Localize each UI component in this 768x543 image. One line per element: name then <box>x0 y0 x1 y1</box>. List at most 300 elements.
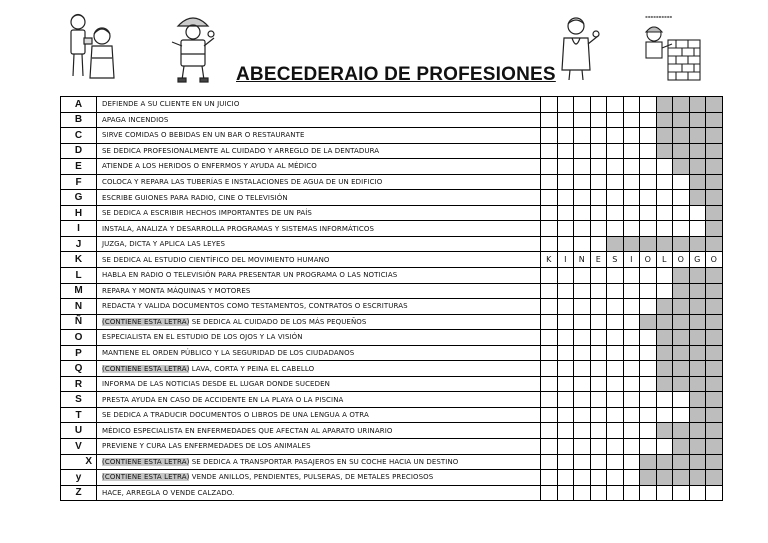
answer-box[interactable] <box>607 376 624 392</box>
answer-box[interactable] <box>541 190 558 206</box>
answer-box[interactable]: O <box>706 252 723 268</box>
answer-box[interactable] <box>706 485 723 501</box>
row-letter: X <box>61 454 97 470</box>
answer-box[interactable] <box>541 439 558 455</box>
clue-text: SE DEDICA AL ESTUDIO CIENTÍFICO DEL MOVIMIENTO HUMANO <box>102 255 330 264</box>
answer-box[interactable] <box>541 392 558 408</box>
answer-box[interactable] <box>590 268 607 284</box>
answer-box[interactable] <box>557 159 574 175</box>
table-row <box>61 454 723 470</box>
answer-box[interactable] <box>541 485 558 501</box>
answer-box[interactable] <box>640 205 657 221</box>
answer-box[interactable] <box>541 268 558 284</box>
answer-box[interactable] <box>623 330 640 346</box>
shaded-box <box>689 376 706 392</box>
table-row <box>61 345 723 361</box>
answer-box[interactable] <box>689 221 706 237</box>
answer-box[interactable] <box>607 159 624 175</box>
answer-box[interactable] <box>541 205 558 221</box>
answer-box[interactable] <box>607 345 624 361</box>
answer-box[interactable] <box>656 485 673 501</box>
answer-box[interactable] <box>590 439 607 455</box>
answer-box[interactable] <box>574 159 591 175</box>
answer-box[interactable] <box>607 392 624 408</box>
clue-text: COLOCA Y REPARA LAS TUBERÍAS E INSTALACIONES DE AGUA DE UN EDIFICIO <box>102 178 383 186</box>
clue-text: SE DEDICA A ESCRIBIR HECHOS IMPORTANTES DE UN PAÍS <box>102 209 312 218</box>
answer-box[interactable] <box>673 205 690 221</box>
answer-box[interactable] <box>557 361 574 377</box>
answer-box[interactable] <box>640 330 657 346</box>
shaded-box <box>656 454 673 470</box>
answer-box[interactable] <box>623 345 640 361</box>
answer-box[interactable] <box>640 299 657 315</box>
shaded-box <box>706 190 723 206</box>
answer-box[interactable] <box>574 376 591 392</box>
answer-box[interactable] <box>590 376 607 392</box>
answer-box[interactable] <box>673 407 690 423</box>
answer-box[interactable] <box>574 283 591 299</box>
shaded-box <box>673 112 690 128</box>
answer-box[interactable] <box>623 392 640 408</box>
answer-box[interactable] <box>607 330 624 346</box>
shaded-box <box>706 361 723 377</box>
contains-letter-note: (CONTIENE ESTA LETRA) <box>102 364 190 373</box>
lawyer-and-client-illustration <box>64 10 118 82</box>
answer-box[interactable] <box>656 407 673 423</box>
clue-text: VENDE ANILLOS, PENDIENTES, PULSERAS, DE METALES PRECIOSOS <box>189 473 434 482</box>
shaded-box <box>673 423 690 439</box>
answer-box[interactable] <box>640 485 657 501</box>
row-clue <box>97 330 541 346</box>
row-letter: G <box>61 190 97 206</box>
shaded-box <box>689 143 706 159</box>
answer-box[interactable] <box>623 112 640 128</box>
clue-text: INFORMA DE LAS NOTICIAS DESDE EL LUGAR DONDE SUCEDEN <box>102 380 330 389</box>
shaded-box <box>689 128 706 144</box>
row-clue <box>97 252 541 268</box>
answer-box[interactable] <box>623 205 640 221</box>
answer-box[interactable] <box>590 190 607 206</box>
answer-box[interactable]: I <box>557 252 574 268</box>
answer-box[interactable] <box>640 128 657 144</box>
answer-box[interactable] <box>541 376 558 392</box>
answer-box[interactable] <box>574 454 591 470</box>
answer-box[interactable]: L <box>656 252 673 268</box>
answer-box[interactable] <box>623 283 640 299</box>
answer-box[interactable] <box>623 174 640 190</box>
answer-box[interactable] <box>640 407 657 423</box>
answer-box[interactable] <box>557 268 574 284</box>
row-letter: R <box>61 376 97 392</box>
shaded-box <box>689 314 706 330</box>
row-clue <box>97 221 541 237</box>
row-letter: I <box>61 221 97 237</box>
answer-box[interactable] <box>541 143 558 159</box>
answer-box[interactable] <box>541 283 558 299</box>
answer-box[interactable] <box>656 268 673 284</box>
answer-box[interactable] <box>590 97 607 113</box>
answer-box[interactable] <box>574 439 591 455</box>
answer-box[interactable]: G <box>689 252 706 268</box>
answer-box[interactable] <box>574 299 591 315</box>
answer-box[interactable] <box>623 470 640 486</box>
answer-box[interactable] <box>557 423 574 439</box>
answer-box[interactable] <box>607 190 624 206</box>
answer-box[interactable] <box>607 174 624 190</box>
answer-box[interactable] <box>623 407 640 423</box>
answer-box[interactable]: O <box>673 252 690 268</box>
answer-box[interactable] <box>590 423 607 439</box>
answer-box[interactable] <box>640 190 657 206</box>
answer-box[interactable] <box>607 423 624 439</box>
answer-box[interactable]: I <box>623 252 640 268</box>
answer-box[interactable] <box>574 345 591 361</box>
table-row <box>61 330 723 346</box>
shaded-box <box>689 454 706 470</box>
answer-box[interactable] <box>557 392 574 408</box>
answer-box[interactable] <box>541 423 558 439</box>
row-letter: D <box>61 143 97 159</box>
answer-box[interactable] <box>656 439 673 455</box>
answer-box[interactable] <box>590 392 607 408</box>
answer-box[interactable] <box>623 439 640 455</box>
answer-box[interactable] <box>590 454 607 470</box>
answer-box[interactable] <box>541 330 558 346</box>
answer-box[interactable] <box>590 283 607 299</box>
row-letter: O <box>61 330 97 346</box>
answer-box[interactable] <box>607 470 624 486</box>
shaded-box <box>640 314 657 330</box>
clue-text: ESPECIALISTA EN EL ESTUDIO DE LOS OJOS Y LA VISIÓN <box>102 333 303 342</box>
answer-box[interactable] <box>574 485 591 501</box>
table-row <box>61 97 723 113</box>
shaded-box <box>673 283 690 299</box>
shaded-box <box>673 470 690 486</box>
answer-box[interactable] <box>623 485 640 501</box>
answer-box[interactable] <box>590 236 607 252</box>
answer-box[interactable] <box>574 236 591 252</box>
table-row <box>61 439 723 455</box>
shaded-box <box>706 221 723 237</box>
answer-box[interactable]: S <box>607 252 624 268</box>
shaded-box <box>689 330 706 346</box>
row-letter: H <box>61 205 97 221</box>
shaded-box <box>706 112 723 128</box>
answer-box[interactable] <box>541 361 558 377</box>
doctor-illustration <box>558 14 600 82</box>
answer-box[interactable] <box>557 407 574 423</box>
table-row <box>61 407 723 423</box>
answer-box[interactable] <box>557 314 574 330</box>
answer-box[interactable] <box>656 283 673 299</box>
answer-box[interactable] <box>689 205 706 221</box>
answer-box[interactable]: O <box>640 252 657 268</box>
shaded-box <box>623 236 640 252</box>
answer-box[interactable] <box>574 407 591 423</box>
answer-box[interactable] <box>574 174 591 190</box>
table-row <box>61 314 723 330</box>
shaded-box <box>673 439 690 455</box>
answer-box[interactable] <box>640 112 657 128</box>
answer-box[interactable] <box>607 299 624 315</box>
shaded-box <box>689 439 706 455</box>
answer-box[interactable] <box>673 221 690 237</box>
shaded-box <box>656 345 673 361</box>
answer-box[interactable]: K <box>541 252 558 268</box>
row-letter: E <box>61 159 97 175</box>
answer-box[interactable] <box>574 314 591 330</box>
table-row <box>61 392 723 408</box>
answer-box[interactable] <box>557 97 574 113</box>
answer-box[interactable] <box>557 439 574 455</box>
answer-box[interactable] <box>623 159 640 175</box>
shaded-box <box>673 361 690 377</box>
answer-box[interactable] <box>640 221 657 237</box>
answer-box[interactable] <box>574 392 591 408</box>
shaded-box <box>706 454 723 470</box>
answer-box[interactable] <box>640 361 657 377</box>
answer-box[interactable] <box>623 221 640 237</box>
clue-text: SE DEDICA A TRADUCIR DOCUMENTOS O LIBROS DE UNA LENGUA A OTRA <box>102 411 369 420</box>
answer-box[interactable] <box>623 423 640 439</box>
answer-box[interactable] <box>640 283 657 299</box>
answer-box[interactable] <box>574 361 591 377</box>
clue-text: REPARA Y MONTA MÁQUINAS Y MOTORES <box>102 286 251 295</box>
row-clue <box>97 470 541 486</box>
answer-box[interactable] <box>541 345 558 361</box>
answer-box[interactable] <box>607 112 624 128</box>
answer-box[interactable] <box>557 221 574 237</box>
answer-box[interactable] <box>607 407 624 423</box>
shaded-box <box>706 423 723 439</box>
row-letter: y <box>61 470 97 486</box>
shaded-box <box>706 97 723 113</box>
row-letter: C <box>61 128 97 144</box>
shaded-box <box>689 236 706 252</box>
clue-text: SE DEDICA PROFESIONALMENTE AL CUIDADO Y ARREGLO DE LA DENTADURA <box>102 146 380 155</box>
answer-box[interactable] <box>656 174 673 190</box>
shaded-box <box>640 470 657 486</box>
answer-box[interactable] <box>574 205 591 221</box>
shaded-box <box>656 143 673 159</box>
contains-letter-note: (CONTIENE ESTA LETRA) <box>102 473 190 482</box>
answer-box[interactable] <box>557 470 574 486</box>
shaded-box <box>689 361 706 377</box>
answer-box[interactable] <box>574 330 591 346</box>
answer-box[interactable] <box>640 439 657 455</box>
shaded-box <box>656 314 673 330</box>
answer-box[interactable] <box>640 159 657 175</box>
shaded-box <box>689 190 706 206</box>
answer-box[interactable] <box>541 470 558 486</box>
answer-box[interactable] <box>557 174 574 190</box>
answer-box[interactable] <box>574 128 591 144</box>
answer-box[interactable] <box>607 361 624 377</box>
answer-box[interactable] <box>557 205 574 221</box>
row-letter: J <box>61 236 97 252</box>
answer-box[interactable] <box>574 190 591 206</box>
row-clue <box>97 439 541 455</box>
row-letter: U <box>61 423 97 439</box>
answer-box[interactable] <box>640 345 657 361</box>
shaded-box <box>689 392 706 408</box>
answer-box[interactable] <box>607 128 624 144</box>
answer-box[interactable] <box>607 283 624 299</box>
answer-box[interactable] <box>541 454 558 470</box>
answer-box[interactable] <box>557 190 574 206</box>
answer-box[interactable] <box>557 345 574 361</box>
answer-box[interactable] <box>590 143 607 159</box>
answer-box[interactable] <box>607 439 624 455</box>
answer-box[interactable] <box>574 470 591 486</box>
clue-text: SE DEDICA A TRANSPORTAR PASAJEROS EN SU COCHE HACIA UN DESTINO <box>189 457 459 466</box>
answer-box[interactable] <box>673 190 690 206</box>
answer-box[interactable] <box>623 361 640 377</box>
answer-box[interactable] <box>541 407 558 423</box>
answer-box[interactable] <box>590 330 607 346</box>
answer-box[interactable] <box>607 143 624 159</box>
answer-box[interactable] <box>590 345 607 361</box>
answer-box[interactable] <box>623 314 640 330</box>
answer-box[interactable] <box>640 376 657 392</box>
answer-box[interactable] <box>656 392 673 408</box>
answer-box[interactable] <box>623 97 640 113</box>
answer-box[interactable] <box>689 485 706 501</box>
answer-box[interactable] <box>574 112 591 128</box>
answer-box[interactable] <box>590 470 607 486</box>
answer-box[interactable] <box>574 423 591 439</box>
answer-box[interactable] <box>590 314 607 330</box>
row-clue <box>97 392 541 408</box>
shaded-box <box>689 423 706 439</box>
answer-box[interactable]: E <box>590 252 607 268</box>
answer-box[interactable] <box>607 205 624 221</box>
shaded-box <box>656 376 673 392</box>
row-letter: M <box>61 283 97 299</box>
shaded-box <box>706 330 723 346</box>
answer-box[interactable] <box>541 159 558 175</box>
shaded-box <box>673 128 690 144</box>
answer-box[interactable]: N <box>574 252 591 268</box>
answer-box[interactable] <box>557 143 574 159</box>
row-letter: V <box>61 439 97 455</box>
answer-box[interactable] <box>640 392 657 408</box>
answer-box[interactable] <box>607 314 624 330</box>
row-letter: B <box>61 112 97 128</box>
answer-box[interactable] <box>541 112 558 128</box>
answer-box[interactable] <box>574 97 591 113</box>
answer-box[interactable] <box>590 128 607 144</box>
answer-box[interactable] <box>590 361 607 377</box>
answer-box[interactable] <box>590 299 607 315</box>
table-row <box>61 361 723 377</box>
answer-box[interactable] <box>541 299 558 315</box>
shaded-box <box>673 330 690 346</box>
answer-box[interactable] <box>607 221 624 237</box>
answer-box[interactable] <box>541 221 558 237</box>
row-clue <box>97 174 541 190</box>
answer-box[interactable] <box>623 143 640 159</box>
answer-box[interactable] <box>590 407 607 423</box>
answer-box[interactable] <box>656 205 673 221</box>
bricklayer-illustration <box>638 20 702 82</box>
answer-box[interactable] <box>590 174 607 190</box>
shaded-box <box>689 159 706 175</box>
answer-box[interactable] <box>623 454 640 470</box>
answer-box[interactable] <box>557 330 574 346</box>
answer-box[interactable] <box>557 454 574 470</box>
answer-box[interactable] <box>607 485 624 501</box>
row-letter: Q <box>61 361 97 377</box>
answer-box[interactable] <box>574 143 591 159</box>
answer-box[interactable] <box>623 376 640 392</box>
answer-box[interactable] <box>541 236 558 252</box>
answer-box[interactable] <box>557 112 574 128</box>
answer-box[interactable] <box>557 485 574 501</box>
row-clue <box>97 190 541 206</box>
shaded-box <box>656 128 673 144</box>
clue-text: SE DEDICA AL CUIDADO DE LOS MÁS PEQUEÑOS <box>189 317 367 326</box>
answer-box[interactable] <box>623 268 640 284</box>
answer-box[interactable] <box>607 97 624 113</box>
answer-box[interactable] <box>623 190 640 206</box>
answer-box[interactable] <box>557 236 574 252</box>
row-letter: S <box>61 392 97 408</box>
answer-box[interactable] <box>557 128 574 144</box>
shaded-box <box>673 159 690 175</box>
answer-box[interactable] <box>623 299 640 315</box>
answer-box[interactable] <box>640 174 657 190</box>
answer-box[interactable] <box>640 423 657 439</box>
answer-box[interactable] <box>590 485 607 501</box>
answer-box[interactable] <box>557 299 574 315</box>
answer-box[interactable] <box>673 174 690 190</box>
answer-box[interactable] <box>574 268 591 284</box>
answer-box[interactable] <box>557 376 574 392</box>
answer-box[interactable] <box>541 314 558 330</box>
answer-box[interactable] <box>607 454 624 470</box>
answer-box[interactable] <box>590 205 607 221</box>
crossword-table <box>60 96 723 501</box>
table-row <box>61 205 723 221</box>
answer-box[interactable] <box>607 268 624 284</box>
answer-box[interactable] <box>590 112 607 128</box>
answer-box[interactable] <box>623 128 640 144</box>
answer-box[interactable] <box>590 221 607 237</box>
shaded-box <box>706 376 723 392</box>
answer-box[interactable] <box>640 97 657 113</box>
answer-box[interactable] <box>557 283 574 299</box>
shaded-box <box>673 268 690 284</box>
row-clue <box>97 268 541 284</box>
answer-box[interactable] <box>574 221 591 237</box>
answer-box[interactable] <box>541 174 558 190</box>
answer-box[interactable] <box>640 268 657 284</box>
answer-box[interactable] <box>656 221 673 237</box>
answer-box[interactable] <box>656 190 673 206</box>
shaded-box <box>689 174 706 190</box>
answer-box[interactable] <box>590 159 607 175</box>
answer-box[interactable] <box>673 392 690 408</box>
clue-text: PREVIENE Y CURA LAS ENFERMEDADES DE LOS ANIMALES <box>102 442 311 451</box>
answer-box[interactable] <box>541 97 558 113</box>
answer-box[interactable] <box>656 159 673 175</box>
row-clue <box>97 112 541 128</box>
answer-box[interactable] <box>640 143 657 159</box>
row-clue <box>97 143 541 159</box>
answer-box[interactable] <box>541 128 558 144</box>
answer-box[interactable] <box>673 485 690 501</box>
